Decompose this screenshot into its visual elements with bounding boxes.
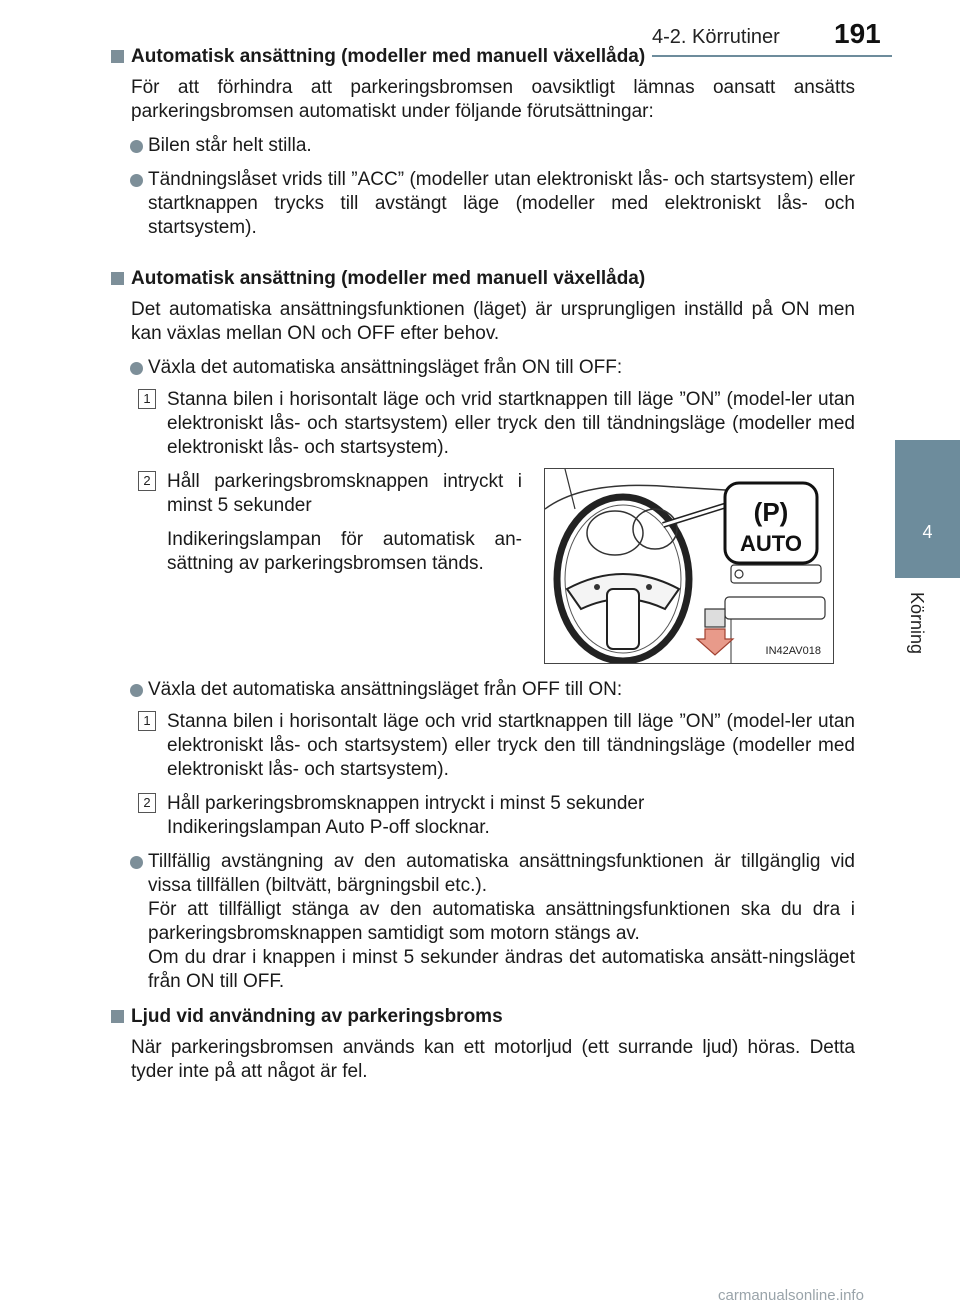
bullet-continuation: För att tillfälligt stänga av den automatiska ansättningsfunktionen ska du dra i parkeringsbromsknappen samtidigt som motorn stängs av. bbox=[148, 899, 855, 944]
bullet-item: Växla det automatiska ansättningsläget från OFF till ON: bbox=[110, 678, 855, 702]
step-note: Indikeringslampan Auto P-off slocknar. bbox=[167, 817, 490, 838]
parking-brake-illustration bbox=[544, 468, 834, 664]
bullet-item: Växla det automatiska ansättningsläget från ON till OFF: bbox=[110, 356, 855, 380]
section-heading: Ljud vid användning av parkeringsbroms bbox=[110, 1004, 855, 1030]
section-text: För att förhindra att parkeringsbromsen oavsiktligt lämnas oansatt ansätts parkeringsbromsen automatiskt under följande förutsättningar: bbox=[131, 77, 855, 122]
step-item: 1 Stanna bilen i horisontalt läge och vrid startknappen till läge ”ON” (model-ler utan elektroniskt lås- och startsystem) eller tryck den till tändningsläge (modeller med elektroniskt lås- och startsystem). bbox=[110, 710, 855, 782]
chapter-tab-number: 4 bbox=[922, 522, 933, 542]
step-item: 2 Håll parkeringsbromsknappen intryckt i minst 5 sekunder bbox=[110, 792, 855, 816]
header-section-title: 4-2. Körrutiner bbox=[652, 26, 780, 48]
section-heading: Automatisk ansättning (modeller med manuell växellåda) bbox=[110, 266, 855, 292]
bullet-continuation: Om du drar i knappen i minst 5 sekunder ändras det automatiska ansätt-ningsläget från ON till OFF. bbox=[148, 947, 855, 992]
auto-p-button-bottom-label: AUTO bbox=[740, 531, 802, 556]
step-item: 1 Stanna bilen i horisontalt läge och vrid startknappen till läge ”ON” (model-ler utan elektroniskt lås- och startsystem) eller tryck den till tändningsläge (modeller med elektroniskt lås- och startsystem). bbox=[110, 388, 855, 460]
step-item: 2 Håll parkeringsbromsknappen intryckt i minst 5 sekunder bbox=[110, 470, 522, 518]
watermark: carmanualsonline.info bbox=[718, 1287, 864, 1304]
dashboard-drawing bbox=[545, 469, 833, 663]
section-auto-apply-2-cont bbox=[110, 678, 855, 994]
auto-p-button-top-label: (P) bbox=[753, 497, 789, 527]
section-heading: Automatisk ansättning (modeller med manuell växellåda) bbox=[110, 44, 855, 70]
chapter-tab bbox=[895, 440, 960, 578]
section-text: När parkeringsbromsen används kan ett motorljud (ett surrande ljud) höras. Detta tyder inte på att något är fel. bbox=[131, 1037, 855, 1082]
section-text: Det automatiska ansättningsfunktionen (läget) är ursprungligen inställd på ON men kan växlas mellan ON och OFF efter behov. bbox=[131, 299, 855, 344]
page-number: 191 bbox=[834, 18, 881, 49]
bullet-item: Tändningslåset vrids till ”ACC” (modeller utan elektroniskt lås- och startsystem) eller startknappen trycks till avstängt läge (modeller med elektroniskt lås- och startsystem). bbox=[110, 168, 855, 240]
chapter-tab-label: Körning bbox=[907, 592, 927, 655]
section-auto-apply-1 bbox=[110, 44, 855, 240]
illustration-code: IN42AV018 bbox=[765, 645, 821, 657]
bullet-item: Tillfällig avstängning av den automatiska ansättningsfunktionen är tillgänglig vid vissa tillfällen (biltvätt, bärgningsbil etc.). bbox=[110, 850, 855, 898]
section-brake-sound bbox=[110, 1004, 855, 1084]
bullet-item: Bilen står helt stilla. bbox=[110, 134, 855, 158]
step-note: Indikeringslampan för automatisk an-sättning av parkeringsbromsen tänds. bbox=[167, 529, 522, 574]
